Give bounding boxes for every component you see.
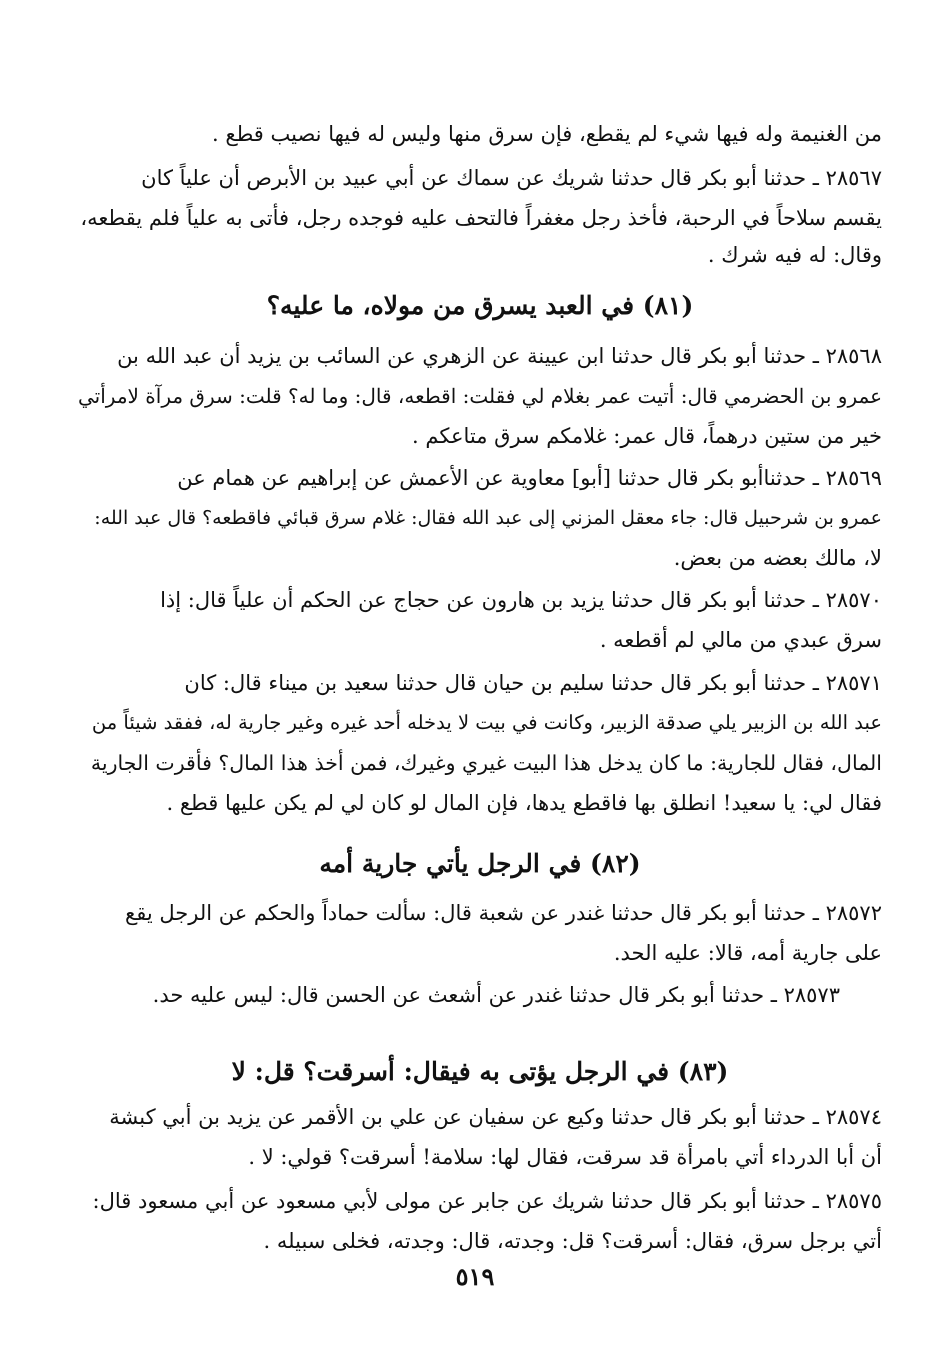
text-line: خير من ستين درهماً، قال عمر: غلامكم سرق متاعكم . [412, 424, 882, 448]
text-line: من الغنيمة وله فيها شيء لم يقطع، فإن سرق منها وليس له فيها نصيب قطع . [212, 122, 882, 146]
text-line: لا، مالك بعضه من بعض. [673, 546, 882, 570]
chapter-heading-82: (٨٢) في الرجل يأتي جارية أمه [319, 849, 641, 878]
hadith-28567-line: ٢٨٥٦٧ ـ حدثنا أبو بكر قال حدثنا شريك عن سماك عن أبي عبيد بن الأبرص أن علياً كان [141, 166, 882, 190]
page-number: ٥١٩ [455, 1262, 495, 1291]
hadith-28574-line: ٢٨٥٧٤ ـ حدثنا أبو بكر قال حدثنا وكيع عن سفيان عن علي بن الأقمر عن يزيد بن أبي كبشة [109, 1105, 882, 1129]
chapter-heading-83: (٨٣) في الرجل يؤتى به فيقال: أسرقت؟ قل: لا [231, 1057, 729, 1086]
hadith-28571-line: ٢٨٥٧١ ـ حدثنا أبو بكر قال حدثنا سليم بن حيان قال حدثنا سعيد بن ميناء قال: كان [184, 671, 882, 695]
hadith-28569-line: ٢٨٥٦٩ ـ حدثناأبو بكر قال حدثنا [أبو] معاوية عن الأعمش عن إبراهيم عن همام عن [177, 466, 882, 490]
text-line: عمرو بن شرحبيل قال: جاء معقل المزني إلى عبد الله فقال: غلام سرق قبائي فاقطعه؟ قال عبد الله: [94, 507, 882, 529]
text-line: على جارية أمه، قالا: عليه الحد. [613, 941, 882, 965]
text-line: عبد الله بن الزبير يلي صدقة الزبير، وكانت في بيت لا يدخله أحد غيره وغير جارية له، ففقد شيئاً من [91, 711, 882, 734]
text-line: سرق عبدي من مالي لم أقطعه . [599, 628, 882, 652]
hadith-28572-line: ٢٨٥٧٢ ـ حدثنا أبو بكر قال حدثنا غندر عن شعبة قال: سألت حماداً والحكم عن الرجل يقع [125, 901, 882, 925]
text-line: عمرو بن الحضرمي قال: أتيت عمر بغلام لي فقلت: اقطعه، قال: وما له؟ قلت: سرق مرآة لامرأتي [78, 384, 882, 408]
text-line: أن أبا الدرداء أتي بامرأة قد سرقت، فقال لها: سلامة! أسرقت؟ قولي: لا . [248, 1145, 882, 1169]
text-line: المال، فقال للجارية: ما كان يدخل هذا البيت غيري وغيرك، فمن أخذ هذا المال؟ فأقرت الجارية [90, 751, 882, 775]
hadith-28575-line: ٢٨٥٧٥ ـ حدثنا أبو بكر قال حدثنا شريك عن جابر عن مولى لأبي مسعود عن أبي مسعود قال: [92, 1189, 882, 1213]
hadith-28570-line: ٢٨٥٧٠ ـ حدثنا أبو بكر قال حدثنا يزيد بن هارون عن حجاج عن الحكم أن علياً قال: إذا [160, 588, 882, 612]
text-line: أتي برجل سرق، فقال: أسرقت؟ قل: وجدته، قال: وجدته، فخلى سبيله . [263, 1229, 882, 1253]
hadith-28568-line: ٢٨٥٦٨ ـ حدثنا أبو بكر قال حدثنا ابن عيينة عن الزهري عن السائب بن يزيد أن عبد الله بن [117, 344, 882, 368]
text-line: يقسم سلاحاً في الرحبة، فأخذ رجل مغفراً فالتحف عليه فوجده رجل، فأتى به علياً فلم يقطعه، [80, 206, 882, 230]
text-line: وقال: له فيه شرك . [707, 243, 882, 267]
hadith-28573-line: ٢٨٥٧٣ ـ حدثنا أبو بكر قال حدثنا غندر عن أشعث عن الحسن قال: ليس عليه حد. [152, 983, 840, 1007]
text-line: فقال لي: يا سعيد! انطلق بها فاقطع يدها، فإن المال لو كان لي لم يكن عليها قطع . [166, 791, 882, 815]
chapter-heading-81: (٨١) في العبد يسرق من مولاه، ما عليه؟ [266, 291, 694, 320]
